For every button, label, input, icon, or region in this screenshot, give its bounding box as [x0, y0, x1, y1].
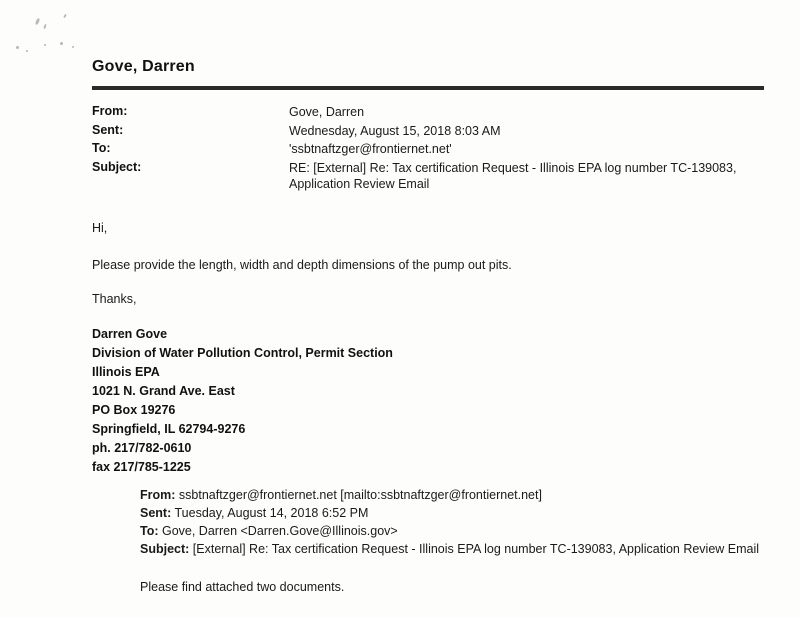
- quoted-header-label-sent: Sent:: [140, 506, 172, 521]
- scan-artifact-speck: [60, 42, 63, 45]
- header-label-from: From:: [92, 104, 128, 118]
- header-value-from: Gove, Darren: [289, 105, 365, 119]
- signature-line: fax 217/785-1225: [92, 460, 191, 474]
- quoted-header-label-subject: Subject:: [140, 542, 190, 557]
- scan-artifact-speck: [16, 46, 19, 49]
- signature-line: Darren Gove: [92, 327, 168, 341]
- quoted-header-row-to: [140, 522, 760, 540]
- header-value-subject: RE: [External] Re: Tax certification Request - Illinois EPA log number TC-139083, Application Review Email: [289, 160, 737, 191]
- scan-artifact-speck: [44, 44, 46, 46]
- email-greeting: Hi,: [92, 221, 108, 235]
- header-row-from: [92, 104, 772, 121]
- signature-line: Springfield, IL 62794-9276: [92, 422, 246, 436]
- scan-artifact-speck: [43, 24, 47, 29]
- header-row-sent: [92, 123, 772, 140]
- signature-line: 1021 N. Grand Ave. East: [92, 384, 235, 398]
- quoted-header-value-from: ssbtnaftzger@frontiernet.net [mailto:ssbtnaftzger@frontiernet.net]: [175, 488, 542, 502]
- header-label-to: To:: [92, 141, 111, 155]
- quoted-header-value-to: Gove, Darren <Darren.Gove@Illinois.gov>: [158, 524, 398, 539]
- quoted-message: [140, 486, 760, 594]
- signature-line: PO Box 19276: [92, 403, 176, 417]
- email-signature: [92, 325, 592, 477]
- quoted-header-row-sent: [140, 504, 760, 522]
- header-row-to: [92, 141, 772, 158]
- quoted-body-text: Please find attached two documents.: [140, 579, 345, 594]
- signature-line: Division of Water Pollution Control, Permit Section: [92, 346, 393, 360]
- quoted-header-value-subject: [External] Re: Tax certification Request - Illinois EPA log number TC-139083, Application Review Email: [189, 542, 760, 557]
- scan-artifact-speck: [63, 14, 67, 18]
- quoted-header-block: [140, 486, 760, 559]
- scan-artifact-speck: [35, 18, 41, 26]
- quoted-header-value-sent: Tuesday, August 14, 2018 6:52 PM: [171, 506, 369, 521]
- header-row-subject: [92, 160, 772, 193]
- signature-line: Illinois EPA: [92, 365, 160, 379]
- email-header-block: [92, 104, 772, 195]
- email-closing: Thanks,: [92, 292, 137, 306]
- quoted-header-label-from: From:: [140, 488, 176, 502]
- signature-line: ph. 217/782-0610: [92, 441, 192, 455]
- header-label-sent: Sent:: [92, 122, 124, 137]
- scan-artifact-speck: [26, 50, 28, 52]
- header-label-subject: Subject:: [92, 159, 142, 174]
- page-title: Gove, Darren: [92, 58, 195, 75]
- title-divider: [92, 86, 764, 90]
- email-paragraph: Please provide the length, width and depth dimensions of the pump out pits.: [92, 258, 512, 272]
- header-value-to: 'ssbtnaftzger@frontiernet.net': [289, 142, 452, 156]
- quoted-header-row-subject: [140, 540, 760, 558]
- quoted-header-label-to: To:: [140, 524, 159, 539]
- header-value-sent: Wednesday, August 15, 2018 8:03 AM: [289, 123, 501, 138]
- quoted-header-row-from: [140, 486, 760, 504]
- scan-artifact-speck: [72, 46, 74, 48]
